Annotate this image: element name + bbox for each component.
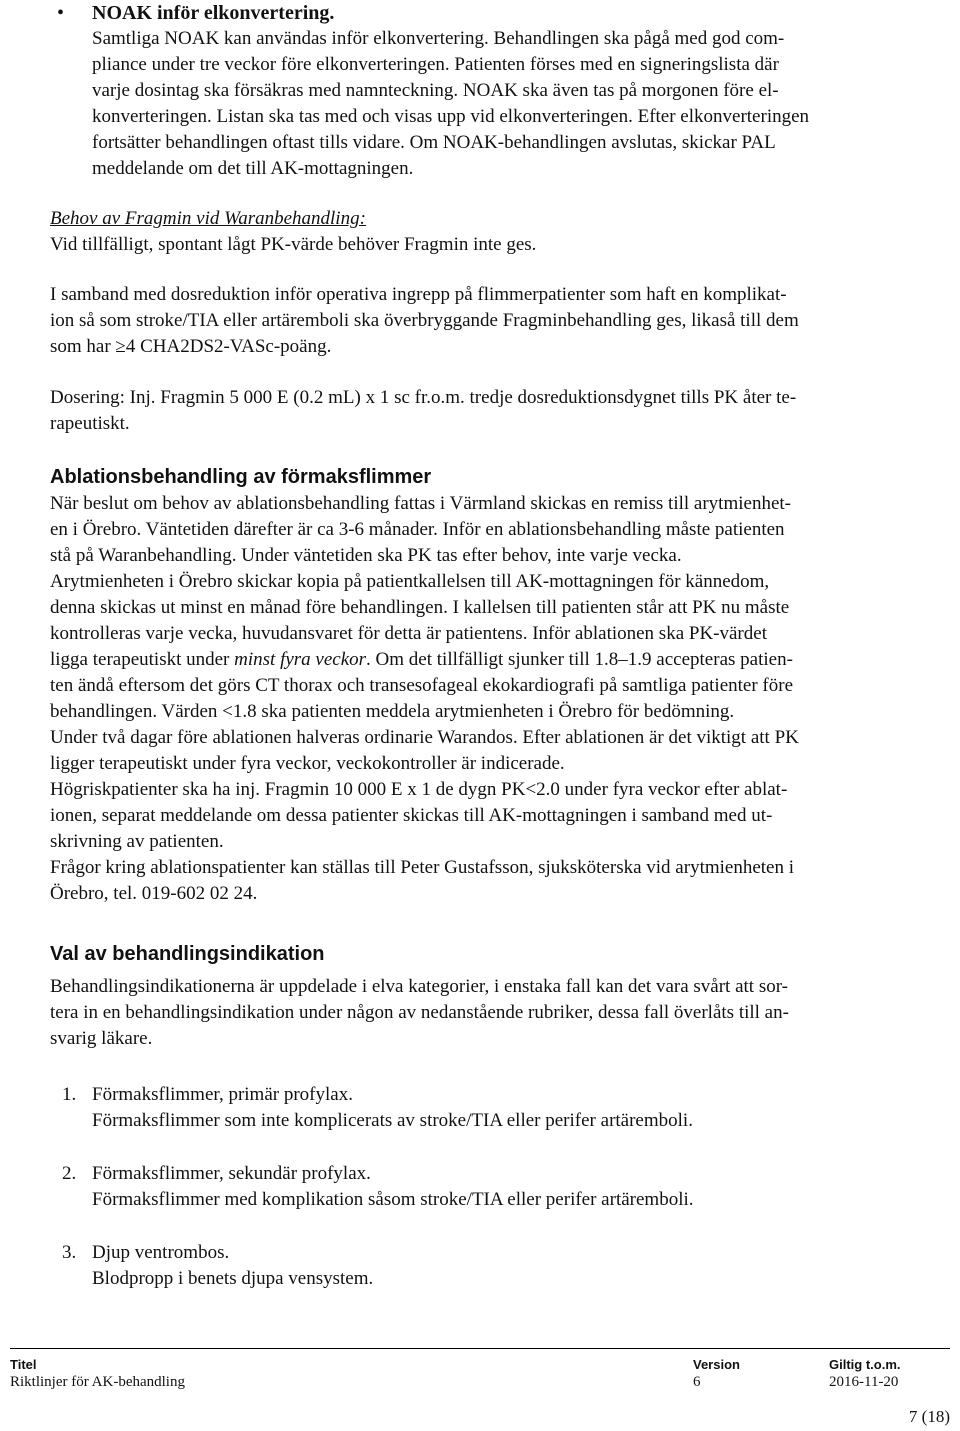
fragmin-para-line: I samband med dosreduktion inför operativa ingrepp på flimmerpatienter som haft en komplikat- bbox=[50, 284, 787, 305]
ablation-line: ionen, separat meddelande om dessa patienter skickas till AK-mottagningen i samband med ut- bbox=[50, 805, 773, 826]
ablation-line: Örebro, tel. 019-602 02 24. bbox=[50, 883, 258, 904]
ablation-line: Arytmienheten i Örebro skickar kopia på patientkallelsen till AK-mottagningen för kännedom, bbox=[50, 571, 770, 592]
footer-divider bbox=[10, 1348, 950, 1349]
footer-version-value: 6 bbox=[693, 1374, 701, 1390]
footer-giltig-label: Giltig t.o.m. bbox=[829, 1357, 901, 1372]
ablation-line: ten ändå eftersom det görs CT thorax och transesofageal ekokardiografi på samtliga patienter före bbox=[50, 675, 794, 696]
noak-line: Samtliga NOAK kan användas inför elkonvertering. Behandlingen ska pågå med god com- bbox=[92, 28, 785, 49]
indikation-heading: Val av behandlingsindikation bbox=[50, 943, 325, 965]
list-item-title: Djup ventrombos. bbox=[92, 1242, 230, 1263]
noak-line: pliance under tre veckor före elkonverteringen. Patienten förses med en signeringslista där bbox=[92, 54, 779, 75]
page-number: 7 (18) bbox=[908, 1407, 950, 1426]
footer-version-label: Version bbox=[693, 1357, 740, 1372]
list-item-title: Förmaksflimmer, primär profylax. bbox=[92, 1084, 353, 1105]
ablation-line: Högriskpatienter ska ha inj. Fragmin 10 000 E x 1 de dygn PK<2.0 under fyra veckor efter ablat- bbox=[50, 779, 788, 800]
list-item-desc: Blodpropp i benets djupa vensystem. bbox=[92, 1268, 374, 1289]
list-item-desc: Förmaksflimmer med komplikation såsom stroke/TIA eller perifer artäremboli. bbox=[92, 1189, 694, 1210]
ablation-line: ligger terapeutiskt under fyra veckor, veckokontroller är indicerade. bbox=[50, 753, 565, 774]
fragmin-paragraph bbox=[50, 282, 950, 360]
noak-line: konverteringen. Listan ska tas med och visas upp vid elkonverteringen. Efter elkonverteringen bbox=[92, 106, 810, 127]
ablation-line bbox=[50, 647, 950, 673]
ablation-section bbox=[50, 463, 950, 907]
dosering-line: rapeutiskt. bbox=[50, 413, 130, 434]
ablation-line: skrivning av patienten. bbox=[50, 831, 224, 852]
ablation-text: ligga terapeutiskt under bbox=[50, 649, 235, 670]
footer-titel-label: Titel bbox=[10, 1357, 37, 1372]
ablation-line: en i Örebro. Väntetiden därefter är ca 3-6 månader. Inför en ablationsbehandling måste patienten bbox=[50, 519, 785, 540]
list-number: 1. bbox=[62, 1084, 77, 1105]
noak-line: meddelande om det till AK-mottagningen. bbox=[92, 158, 414, 179]
noak-line: fortsätter behandlingen oftast tills vidare. Om NOAK-behandlingen avslutas, skickar PAL bbox=[92, 132, 776, 153]
list-number: 3. bbox=[62, 1242, 77, 1263]
fragmin-para-line: som har ≥4 CHA2DS2-VASc-poäng. bbox=[50, 336, 332, 357]
indikation-line: svarig läkare. bbox=[50, 1028, 153, 1049]
noak-line: varje dosintag ska försäkras med namnteckning. NOAK ska även tas på morgonen före el- bbox=[92, 80, 779, 101]
ablation-emphasis: minst fyra veckor bbox=[234, 649, 367, 670]
ablation-line: Under två dagar före ablationen halveras ordinarie Warandos. Efter ablationen är det viktigt att PK bbox=[50, 727, 799, 748]
fragmin-heading: Behov av Fragmin vid Waranbehandling: bbox=[50, 208, 366, 229]
ablation-line: denna skickas ut minst en månad före behandlingen. I kallelsen till patienten står att PK nu måste bbox=[50, 597, 790, 618]
ablation-line: behandlingen. Värden <1.8 ska patienten meddela arytmienheten i Örebro för bedömning. bbox=[50, 701, 735, 722]
list-number: 2. bbox=[62, 1163, 77, 1184]
bullet-icon: • bbox=[57, 2, 65, 24]
dosering-paragraph bbox=[50, 385, 950, 437]
ablation-line: stå på Waranbehandling. Under väntetiden ska PK tas efter behov, inte varje vecka. bbox=[50, 545, 682, 566]
fragmin-para-line: ion så som stroke/TIA eller artäremboli ska överbryggande Fragminbehandling ges, likaså till dem bbox=[50, 310, 799, 331]
dosering-line: Dosering: Inj. Fragmin 5 000 E (0.2 mL) x 1 sc fr.o.m. tredje dosreduktionsdygnet tills PK åter te- bbox=[50, 387, 797, 408]
indikation-line: tera in en behandlingsindikation under någon av nedanstående rubriker, dessa fall överlåts till an- bbox=[50, 1002, 789, 1023]
ablation-line: När beslut om behov av ablationsbehandling fattas i Värmland skickas en remiss till arytmienhet- bbox=[50, 493, 791, 514]
list-item-desc: Förmaksflimmer som inte komplicerats av stroke/TIA eller perifer artäremboli. bbox=[92, 1110, 693, 1131]
indikation-line: Behandlingsindikationerna är uppdelade i elva kategorier, i enstaka fall kan det vara svårt att sor- bbox=[50, 976, 788, 997]
footer-giltig-value: 2016-11-20 bbox=[829, 1374, 899, 1390]
indikation-section bbox=[50, 940, 950, 1052]
noak-block bbox=[92, 0, 958, 182]
fragmin-section bbox=[50, 206, 950, 258]
ablation-line: kontrolleras varje vecka, huvudansvaret för detta är patientens. Inför ablationen ska PK-värdet bbox=[50, 623, 767, 644]
footer-titel-value: Riktlinjer för AK-behandling bbox=[10, 1374, 185, 1390]
ablation-line: Frågor kring ablationspatienter kan ställas till Peter Gustafsson, sjuksköterska vid arytmienheten i bbox=[50, 857, 795, 878]
ablation-text: . Om det tillfälligt sjunker till 1.8–1.9 accepteras patien- bbox=[366, 649, 793, 670]
noak-title: NOAK inför elkonvertering. bbox=[92, 2, 335, 24]
list-item-title: Förmaksflimmer, sekundär profylax. bbox=[92, 1163, 371, 1184]
ablation-heading: Ablationsbehandling av förmaksflimmer bbox=[50, 466, 432, 488]
fragmin-line: Vid tillfälligt, spontant lågt PK-värde behöver Fragmin inte ges. bbox=[50, 234, 537, 255]
